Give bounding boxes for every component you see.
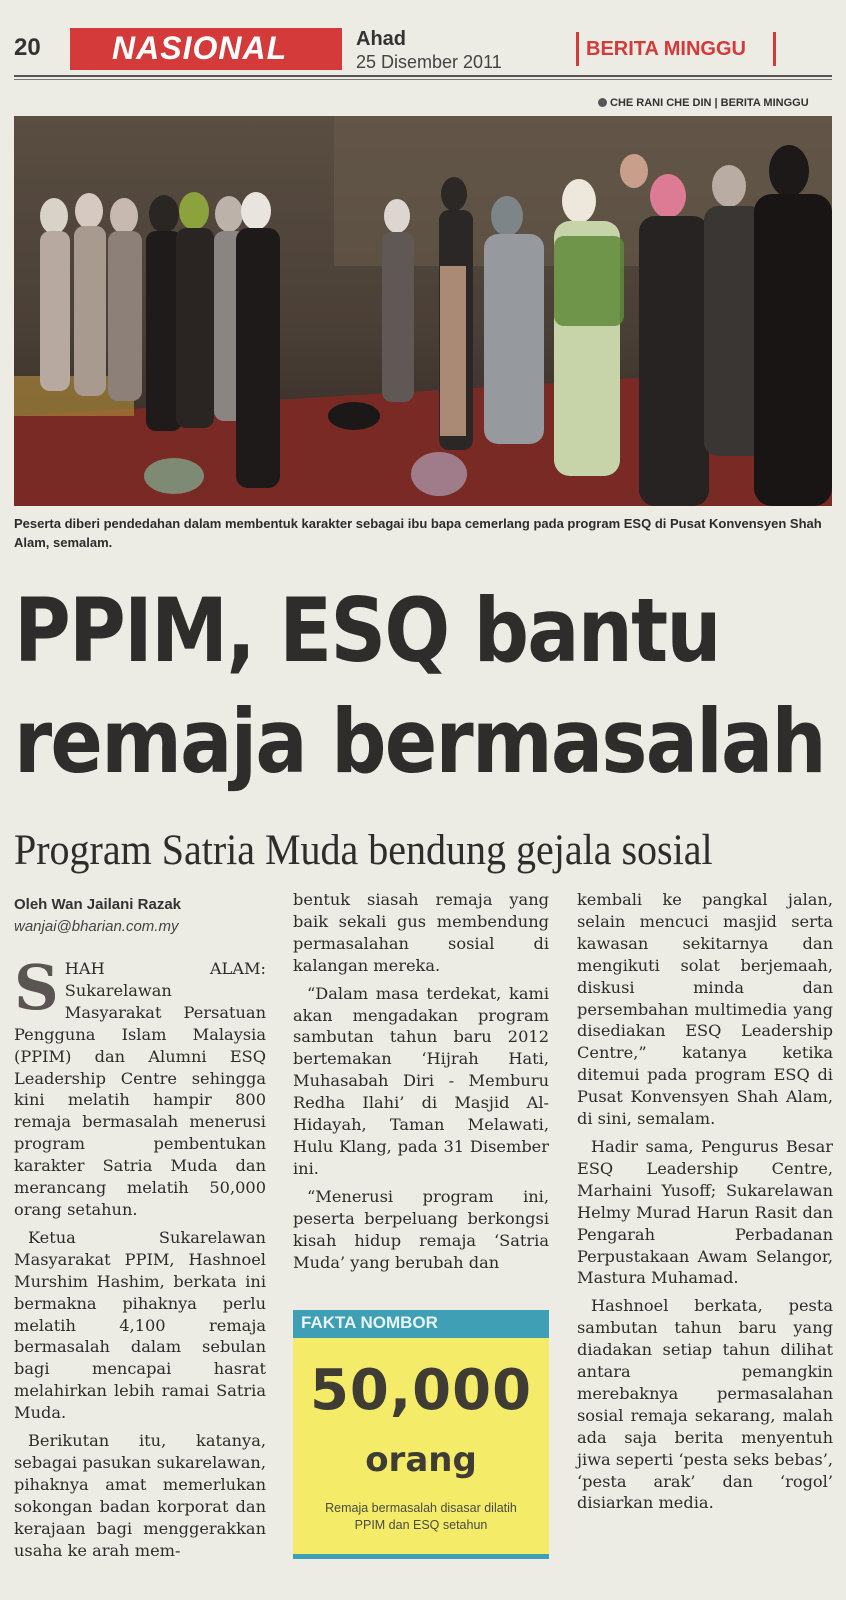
author-email: wanjai@bharian.com.my — [14, 918, 179, 935]
photo-caption: Peserta diberi pendedahan dalam membentuk karakter sebagai ibu bapa cemerlang pada program ESQ di Pusat Konvensyen Shah Alam, semalam. — [14, 516, 822, 550]
article-paragraph: bentuk siasah remaja yang baik sekali gus membendung permasalahan sosial di kalangan mereka. — [293, 890, 549, 975]
article-paragraph — [14, 951, 266, 1221]
article-paragraph: kembali ke pangkal jalan, selain mencuci masjid serta kawasan sekitarnya dan mengikuti solat berjemaah, diskusi minda dan persembahan multimedia yang disediakan ESQ Leadership Centre,” katanya ketika ditemui pada program ESQ di Pusat Konvensyen Shah Alam, di sini, semalam. — [577, 890, 833, 1129]
fact-box-label: FAKTA NOMBOR — [301, 1313, 438, 1332]
article-column-2 — [293, 889, 549, 1279]
article-column-3 — [577, 889, 833, 1520]
headline-line-2: remaja bermasalah — [14, 690, 825, 793]
headline-line-1: PPIM, ESQ bantu — [14, 579, 720, 682]
headline — [14, 575, 825, 797]
fact-box-unit: orang — [365, 1440, 477, 1480]
header-rule — [14, 75, 832, 77]
fact-box-description: Remaja bermasalah disasar dilatih PPIM dan ESQ setahun — [325, 1501, 517, 1532]
article-paragraph: Berikutan itu, katanya, sebagai pasukan sukarelawan, pihaknya amat memerlukan sokongan badan korporat dan kerajaan bagi menggerakkan usaha ke arah mem- — [14, 1431, 266, 1560]
subheadline: Program Satria Muda bendung gejala sosial — [14, 827, 713, 874]
article-paragraph: Hadir sama, Pengurus Besar ESQ Leadership Centre, Marhaini Yusoff; Sukarelawan Helmy Murad Harun Rasit dan Pengarah Perbadanan Perpustakaan Awam Selangor, Mastura Muhamad. — [577, 1136, 833, 1288]
page-number: 20 — [14, 34, 41, 61]
article-paragraph: Ketua Sukarelawan Masyarakat PPIM, Hashnoel Murshim Hashim, berkata ini bermakna pihaknya perlu melatih 4,100 remaja bermasalah dalam sebulan bagi mencapai hasrat melahirkan lebih ramai Satria Muda. — [14, 1227, 266, 1423]
article-paragraph: “Menerusi program ini, peserta berpeluang berkongsi kisah hidup remaja ‘Satria Muda’ yang berubah dan — [293, 1186, 549, 1272]
header-rule-thin — [14, 79, 832, 80]
photo-illustration — [14, 116, 832, 506]
issue-day: Ahad — [356, 28, 406, 50]
issue-date: 25 Disember 2011 — [356, 52, 502, 72]
paragraph-text: HAH ALAM: Sukarelawan Masyarakat Persatuan Pengguna Islam Malaysia (PPIM) dan Alumni ESQ Leadership Centre sehingga kini melatih hampir 800 remaja bermasalah menerusi program pembentukan karakter Satria Muda dan merancang melatih 50,000 orang setahun. — [14, 959, 266, 1219]
news-photo — [14, 116, 832, 506]
fact-box-number: 50,000 — [309, 1358, 533, 1423]
camera-dot-icon — [598, 98, 607, 107]
section-name: NASIONAL — [112, 30, 288, 66]
drop-cap: S — [14, 951, 59, 1024]
article-column-1 — [14, 951, 266, 1567]
fact-box-footer-bar — [293, 1554, 549, 1559]
publication-masthead: BERITA MINGGU — [586, 38, 746, 60]
photo-credit-text: CHE RANI CHE DIN | BERITA MINGGU — [610, 97, 809, 109]
article-paragraph: Hashnoel berkata, pesta sambutan tahun baru yang diadakan setiap tahun dilihat antara pemangkin merebaknya permasalahan sosial remaja sekarang, malah ada saja berita menyentuh jiwa seperti ‘pesta seks bebas’, ‘pesta arak’ dan ‘rogol’ disiarkan media. — [577, 1296, 833, 1513]
photo-credit — [598, 97, 809, 109]
article-paragraph: “Dalam masa terdekat, kami akan mengadakan program sambutan tahun baru 2012 bertemakan ‘Hijrah Hati, Muhasabah Diri - Memburu Redha Ilahi’ di Masjid Al-Hidayah, Taman Melawati, Hulu Klang, pada 31 Disember ini. — [293, 983, 549, 1178]
byline: Oleh Wan Jailani Razak — [14, 896, 181, 913]
